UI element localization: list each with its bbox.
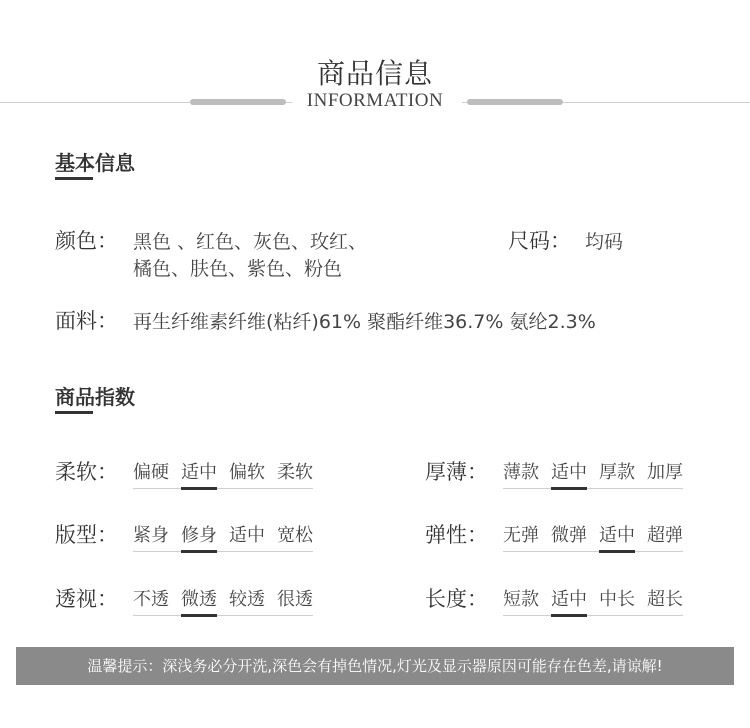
index-option-selected: 适中 bbox=[551, 585, 587, 615]
index-option: 适中 bbox=[229, 525, 265, 546]
basic-info-heading bbox=[55, 147, 135, 176]
index-option: 无弹 bbox=[503, 525, 539, 546]
index-option: 柔软 bbox=[277, 462, 313, 483]
index-option: 不透 bbox=[133, 589, 169, 610]
index-option-selected: 适中 bbox=[181, 458, 217, 488]
index-option: 超弹 bbox=[647, 525, 683, 546]
index-option: 短款 bbox=[503, 589, 539, 610]
size-value: 均码 bbox=[585, 231, 624, 253]
index-option: 微弹 bbox=[551, 525, 587, 546]
index-label: 厚薄： bbox=[425, 460, 488, 484]
index-option-selected: 适中 bbox=[599, 521, 635, 551]
index-options bbox=[503, 585, 683, 616]
index-options bbox=[133, 521, 313, 552]
index-label: 柔软： bbox=[55, 460, 118, 484]
basic-info-heading-underline bbox=[55, 177, 93, 180]
index-option: 薄款 bbox=[503, 462, 539, 483]
index-options bbox=[133, 585, 313, 616]
index-option-group bbox=[133, 521, 313, 552]
index-option: 加厚 bbox=[647, 462, 683, 483]
index-option-selected: 微透 bbox=[181, 585, 217, 615]
index-option: 超长 bbox=[647, 589, 683, 610]
index-options bbox=[133, 458, 313, 489]
index-option-group bbox=[503, 458, 683, 489]
index-option-group bbox=[503, 585, 683, 616]
index-label: 透视： bbox=[55, 587, 118, 611]
index-option: 宽松 bbox=[277, 525, 313, 546]
index-option: 厚款 bbox=[599, 462, 635, 483]
index-option: 紧身 bbox=[133, 525, 169, 546]
index-label: 版型： bbox=[55, 523, 118, 547]
index-label: 弹性： bbox=[425, 523, 488, 547]
index-option: 中长 bbox=[599, 589, 635, 610]
index-option: 偏软 bbox=[229, 462, 265, 483]
index-option-group bbox=[503, 521, 683, 552]
index-option: 很透 bbox=[277, 589, 313, 610]
product-index-heading bbox=[55, 381, 135, 410]
index-options bbox=[503, 458, 683, 489]
index-option-group bbox=[133, 585, 313, 616]
index-option-selected: 修身 bbox=[181, 521, 217, 551]
color-label: 颜色： bbox=[55, 229, 118, 253]
product-index-heading-underline bbox=[55, 411, 93, 414]
page-subtitle: INFORMATION bbox=[306, 90, 444, 111]
index-option: 较透 bbox=[229, 589, 265, 610]
product-index-heading-text: 商品指数 bbox=[55, 385, 135, 409]
color-values-line2: 橘色、肤色、紫色、粉色 bbox=[133, 258, 343, 280]
fabric-label: 面料： bbox=[55, 309, 118, 333]
index-option-group bbox=[133, 458, 313, 489]
color-values-line1: 黑色 、红色、灰色、玫红、 bbox=[133, 231, 368, 253]
index-label: 长度： bbox=[425, 587, 488, 611]
index-option-selected: 适中 bbox=[551, 458, 587, 488]
index-option: 偏硬 bbox=[133, 462, 169, 483]
notice-banner: 温馨提示：深浅务必分开洗,深色会有掉色情况,灯光及显示器原因可能存在色差,请谅解! bbox=[16, 647, 734, 685]
fabric-value: 再生纤维素纤维(粘纤)61% 聚酯纤维36.7% 氨纶2.3% bbox=[133, 311, 596, 333]
index-options bbox=[503, 521, 683, 552]
size-label: 尺码： bbox=[508, 229, 571, 253]
page-title: 商品信息 bbox=[316, 57, 433, 90]
basic-info-heading-text: 基本信息 bbox=[55, 151, 135, 175]
